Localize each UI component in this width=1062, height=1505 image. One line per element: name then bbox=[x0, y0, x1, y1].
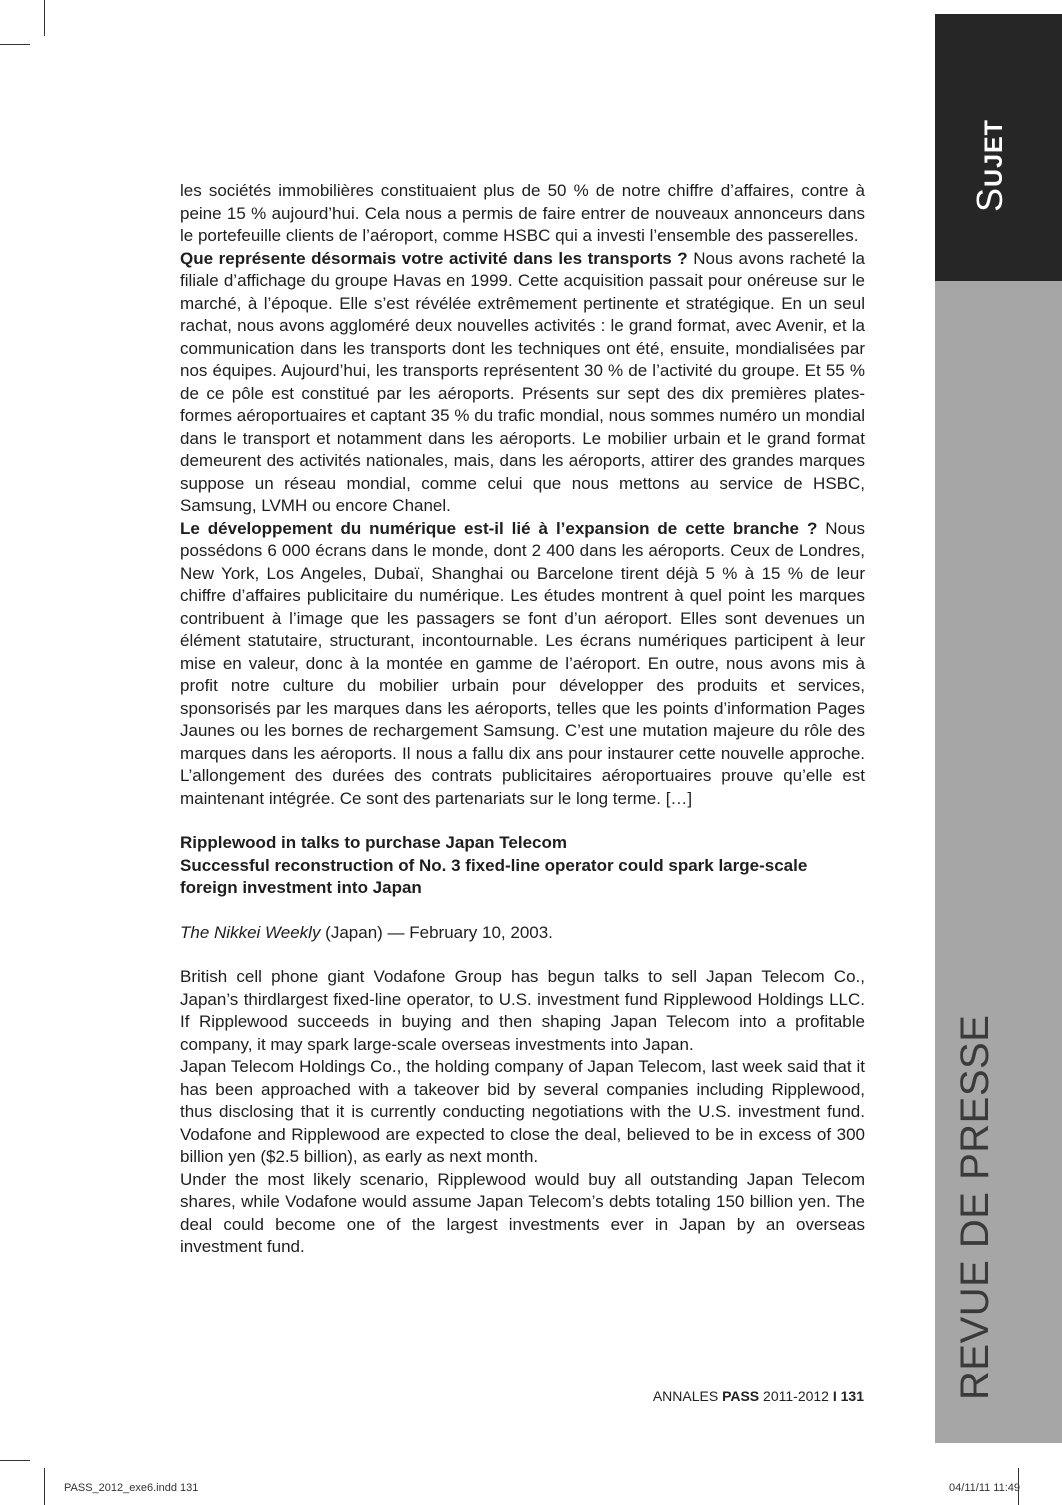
print-slug-file: PASS_2012_exe6.indd 131 bbox=[64, 1482, 199, 1494]
page-number: 131 bbox=[836, 1388, 864, 1404]
article-paragraph: British cell phone giant Vodafone Group has begun talks to sell Japan Telecom Co., Japan’s thirdlargest fixed-line operator, to U.S. investment fund Ripplewood Holdings LLC. If Ripplewood succeeds in buying and then shaping Japan Telecom into a profitable company, it may spark large-scale overseas investments into Japan. bbox=[180, 967, 865, 1054]
interview-paragraph: les sociétés immobilières constituaient plus de 50 % de notre chiffre d’affaires, contre à peine 15 % aujourd’hui. Cela nous a permis de faire entrer de nouveaux annonceurs dans le portefeuille clients de l’aéroport, comme HSBC qui a investi l’ensemble des passerelles. bbox=[180, 181, 865, 245]
interview-paragraph bbox=[180, 518, 865, 811]
interview-question: Que représente désormais votre activité dans les transports ? bbox=[180, 248, 688, 268]
interview-question: Le développement du numérique est-il lié à l’expansion de cette branche ? bbox=[180, 518, 818, 538]
section-label: Sujet bbox=[969, 119, 1010, 212]
interview-answer: Nous avons racheté la filiale d’affichage du groupe Havas en 1999. Cette acquisition passait pour onéreuse sur le marché, à l’époque. Elle s’est révélée extrêmement pertinente et stratégique. En un seul rachat, nous avons aggloméré deux nouvelles activités : le grand format, avec Avenir, et la communication dans les transports dont les techniques ont été, ensuite, mondialisées par nos équipes. Aujourd’hui, les transports représentent 30 % de l’activité du groupe. Et 55 % de ce pôle est constitué par les aéroports. Présents sur sept des dix premières plates-formes aéroportuaires et captant 35 % du trafic mondial, nous sommes numéro un mondial dans le transport et notamment dans les aéroports. Le mobilier urbain et le grand format demeurent des activités nationales, mais, dans les aéroports, attirer des grandes marques suppose un réseau mondial, comme celui que nous mettons au service de HSBC, Samsung, LVMH ou encore Chanel. bbox=[180, 248, 865, 515]
print-slug-datetime: 04/11/11 11:49 bbox=[949, 1482, 1020, 1494]
article-paragraph: Under the most likely scenario, Ripplewood would buy all outstanding Japan Telecom shares, while Vodafone would assume Japan Telecom’s debts totaling 150 billion yen. The deal could become one of the largest investments ever in Japan by an overseas investment fund. bbox=[180, 1169, 865, 1256]
crop-mark bbox=[44, 1468, 45, 1505]
category-label: REVUE DE PRESSE bbox=[953, 1014, 997, 1400]
article-paragraph: Japan Telecom Holdings Co., the holding company of Japan Telecom, last week said that it has been approached with a takeover bid by several companies including Ripplewood, thus disclosing that it is currently conducting negotiations with the U.S. investment fund. Vodafone and Ripplewood are expected to close the deal, believed to be in excess of 300 billion yen ($2.5 billion), as early as next month. bbox=[180, 1057, 865, 1166]
source-name: The Nikkei Weekly bbox=[180, 922, 321, 942]
page-footer: ANNALES PASS 2011-2012 I 131 bbox=[652, 1388, 864, 1404]
article-heading bbox=[180, 832, 865, 900]
crop-mark bbox=[0, 1460, 30, 1461]
article-subheadline: Successful reconstruction of No. 3 fixed-line operator could spark large-scale foreign investment into Japan bbox=[180, 855, 808, 897]
interview-answer: Nous possédons 6 000 écrans dans le monde, dont 2 400 dans les aéroports. Ceux de Londres, New York, Los Angeles, Dubaï, Shanghai ou Barcelone tirent déjà 5 % à 15 % de leur chiffre d’affaires publicitaire du numérique. Les études montrent à quel point les marques contribuent à l’image que les passagers se font d’un aéroport. Elles sont devenues un élément statutaire, structurant, incontournable. Les écrans numériques participent à leur mise en valeur, donc à la montée en gamme de l’aéroport. En outre, nous avons mis à profit notre culture du mobilier urbain pour développer des produits et services, sponsorisés par les marques dans les aéroports, telles que les points d’information Pages Jaunes ou les bornes de rechargement Samsung. C’est une mutation majeure du rôle des marques dans les aéroports. Il nous a fallu dix ans pour instaurer cette nouvelle approche. L’allongement des durées des contrats publicitaires aéroportuaires prouve qu’elle est maintenant intégrée. Ce sont des partenariats sur le long terme. […] bbox=[180, 518, 865, 808]
crop-mark bbox=[0, 44, 30, 45]
article-headline: Ripplewood in talks to purchase Japan Telecom bbox=[180, 833, 567, 852]
source-date: (Japan) — February 10, 2003. bbox=[320, 922, 553, 942]
crop-mark bbox=[44, 0, 45, 36]
article-content bbox=[180, 180, 865, 1259]
interview-paragraph bbox=[180, 248, 865, 518]
article-source bbox=[180, 922, 865, 945]
